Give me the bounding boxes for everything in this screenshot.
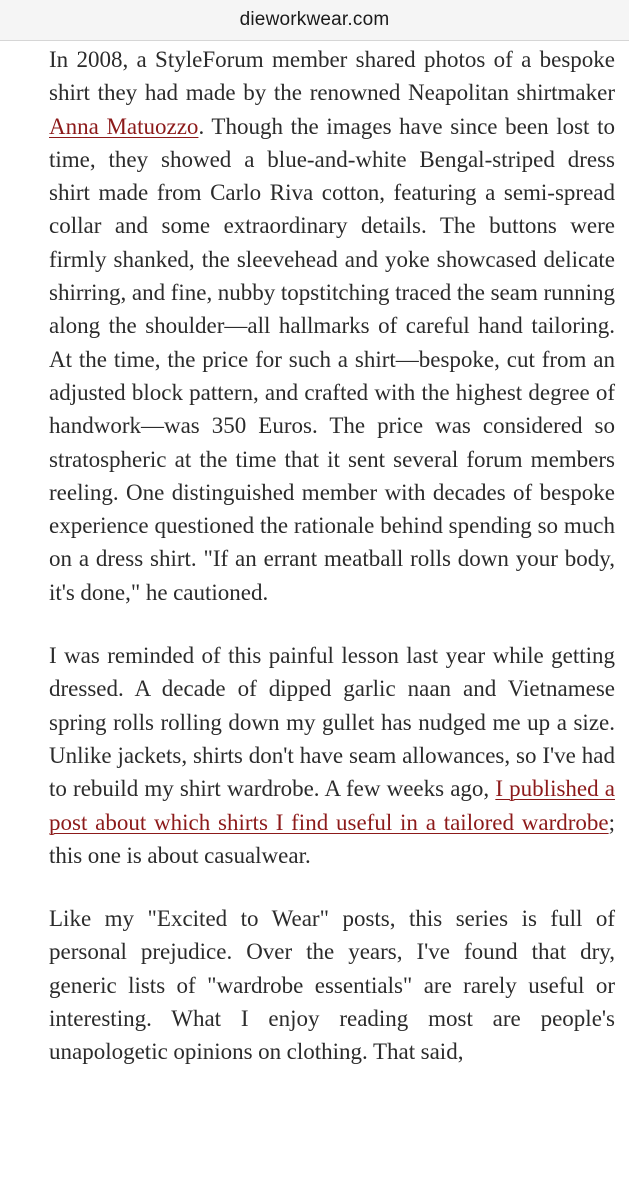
- paragraph-3: Like my "Excited to Wear" posts, this series is full of personal prejudice. Over the years, I've found that dry, generic lists of "wardrobe essentials" are rarely useful or interesting. What I enjoy reading most are people's unapologetic opinions on clothing. That said,: [49, 906, 615, 1065]
- paragraph-2-text-start: I was reminded of this painful lesson last year while getting dressed. A decade of dipped garlic naan and Vietnamese spring rolls rolling down my gullet has nudged me up a size. Unlike jackets, shirts don't have seam allowances, so I've had to rebuild my shirt wardrobe. A few weeks ago,: [49, 643, 615, 802]
- tailored-wardrobe-post-link[interactable]: I published a post about which shirts I find useful in a tailored wardrobe: [49, 776, 615, 835]
- paragraph-1-text-start: In 2008, a StyleForum member shared photos of a bespoke shirt they had made by the renowned Neapolitan shirtmaker: [49, 47, 615, 106]
- paragraph-2-text-end: ; this one is about casualwear.: [49, 809, 615, 868]
- paragraph-1-text-end: . Though the images have since been lost to time, they showed a blue-and-white Bengal-striped dress shirt made from Carlo Riva cotton, featuring a semi-spread collar and some extraordinary details. The buttons were firmly shanked, the sleevehead and yoke showcased delicate shirring, and fine, nubby topstitching traced the seam running along the shoulder—all hallmarks of careful hand tailoring. At the time, the price for such a shirt—bespoke, cut from an adjusted block pattern, and crafted with the highest degree of handwork—was 350 Euros. The price was considered so stratospheric at the time that it sent several forum members reeling. One distinguished member with decades of bespoke experience questioned the rationale behind spending so much on a dress shirt. "If an errant meatball rolls down your body, it's done," he cautioned.: [49, 113, 615, 605]
- paragraph-2: [49, 639, 615, 872]
- address-bar[interactable]: [0, 0, 629, 41]
- article-body: [49, 43, 615, 1099]
- anna-matuozzo-link[interactable]: Anna Matuozzo: [49, 113, 199, 139]
- url-text[interactable]: dieworkwear.com: [239, 9, 390, 30]
- paragraph-1: [49, 43, 615, 609]
